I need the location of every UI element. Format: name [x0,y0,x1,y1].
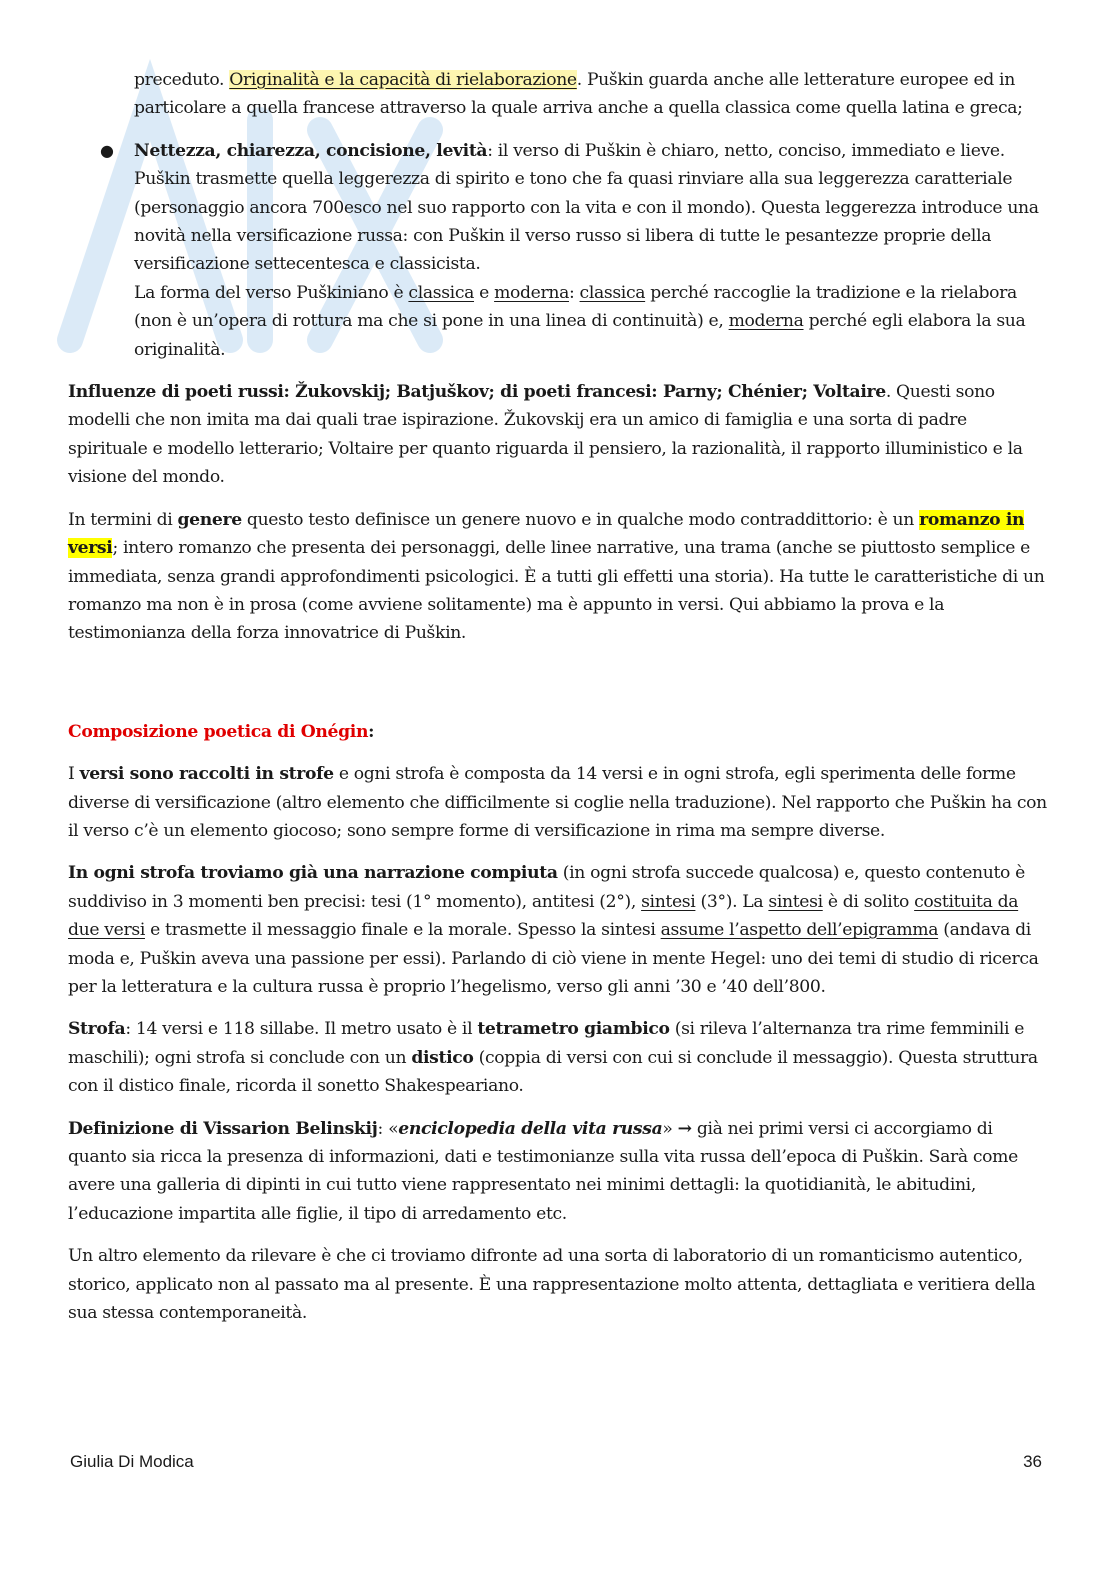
strofa-narrazione-paragraph: In ogni strofa troviamo già una narrazione compiuta (in ogni strofa succede qualcosa) e, questo contenuto è suddiviso in 3 momenti ben precisi: tesi (1° momento), antitesi (2°), sintesi (3°). La sintesi è di solito costituita da due versi e trasmette il messaggio finale e la morale. Spesso la sintesi assume l’aspetto dell’epigramma (andava di moda e, Puškin aveva una passione per essi). Parlando di ciò viene in mente Hegel: uno dei temi di studio di ricerca per la letteratura e la cultura russa è proprio l’hegelismo, verso gli anni ’30 e ’40 dell’800. [68,863,1039,997]
belinskij-paragraph: Definizione di Vissarion Belinskij: «enciclopedia della vita russa» → già nei primi versi ci accorgiamo di quanto sia ricca la presenza di informazioni, dati e testimonianze sulla vita russa dell’epoca di Puškin. Sarà come avere una galleria di dipinti in cui tutto viene rappresentato nei minimi dettagli: la quotidianità, le abitudini, l’educazione impartita alle figlie, il tipo di arredamento etc. [68,1118,1018,1224]
romanzo-highlight: romanzo in versi [68,509,1025,559]
genere-paragraph: In termini di genere questo testo definisce un genere nuovo e in qualche modo contraddittorio: è un romanzo in versi; intero romanzo che presenta dei personaggi, delle linee narrative, una trama (anche se piuttosto semplice e immediata, senza grandi approfondimenti psicologici. È a tutti gli effetti una storia). Ha tutte le caratteristiche di un romanzo ma non è in prosa (come avviene solitamente) ma è appunto in versi. Qui abbiamo la prova e la testimonianza della forza innovatrice di Puškin. [68,509,1045,644]
intro-paragraph: preceduto. Originalità e la capacità di rielaborazione. Puškin guarda anche alle letterature europee ed in particolare a quella francese attraverso la quale arriva anche a quella classica come quella latina e greca; [134,70,1023,119]
main-content [68,66,1048,1341]
section-heading: Composizione poetica di Onégin: [68,721,375,742]
arrow-right-icon: → [677,1118,692,1139]
bullet-title: Nettezza, chiarezza, concisione, levità [134,140,488,161]
footer-author: Giulia Di Modica [70,1452,194,1471]
bullet-item: ● Nettezza, chiarezza, concisione, levità: il verso di Puškin è chiaro, netto, conciso, immediato e lieve. Puškin trasmette quella leggerezza di spirito e tono che fa quasi rinviare alla sua leggerezza caratteriale (personaggio ancora 700esco nel suo rapporto con la vita e con il mondo). Questa leggerezza introduce una novità nella versificazione russa: con Puškin il verso russo si libera di tutte le pesantezze proprie della versificazione settecentesca e classicista. La forma del verso Puškiniano è classica e moderna: classica perché raccoglie la tradizione e la rielabora (non è un’opera di rottura ma che si pone in una linea di continuità) e, moderna perché egli elabora la sua originalità. [68,137,1048,364]
footer-page-number: 36 [1023,1452,1042,1471]
altro-paragraph: Un altro elemento da rilevare è che ci troviamo difronte ad una sorta di laboratorio di un romanticismo autentico, storico, applicato non al passato ma al presente. È una rappresentazione molto attenta, dettagliata e veritiera della sua stessa contemporaneità. [68,1246,1036,1324]
versi-paragraph: I versi sono raccolti in strofe e ogni strofa è composta da 14 versi e in ogni strofa, egli sperimenta delle forme diverse di versificazione (altro elemento che difficilmente si coglie nella traduzione). Nel rapporto che Puškin ha con il verso c’è un elemento giocoso; sono sempre forme di versificazione in rima ma sempre diverse. [68,764,1047,841]
strofa-paragraph: Strofa: 14 versi e 118 sillabe. Il metro usato è il tetrametro giambico (si rileva l’alternanza tra rime femminili e maschili); ogni strofa si conclude con un distico (coppia di versi con cui si conclude il messaggio). Questa struttura con il distico finale, ricorda il sonetto Shakespeariano. [68,1019,1038,1097]
bullet-icon: ● [100,140,114,160]
originality-underlined: Originalità e la capacità di rielaborazione [229,70,577,90]
influenze-paragraph: Influenze di poeti russi: Žukovskij; Batjuškov; di poeti francesi: Parny; Chénier; Voltaire. Questi sono modelli che non imita ma dai quali trae ispirazione. Žukovskij era un amico di famiglia e una sorta di padre spirituale e modello letterario; Voltaire per quanto riguarda il pensiero, la razionalità, il rapporto illuministico e la visione del mondo. [68,382,1023,488]
